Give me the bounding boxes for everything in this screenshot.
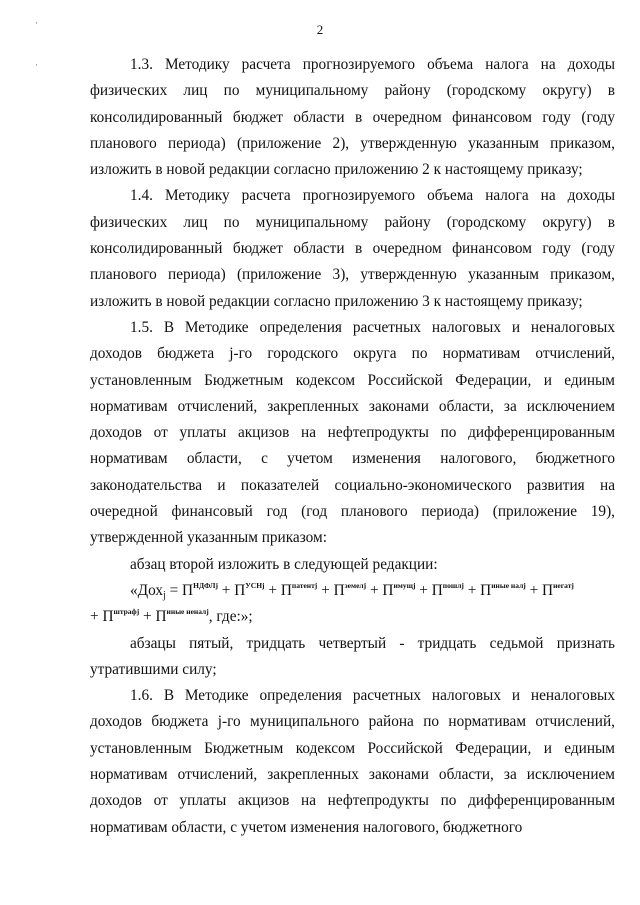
scan-speck: ·	[35, 18, 38, 28]
paragraph-1-5: 1.5. В Методике определения расчетных налоговых и неналоговых доходов бюджета j-го городского округа по нормативам отчислений, установленным Бюджетным кодексом Российской Федерации, и единым нормативам отчислений, закрепленных законами области, за исключением доходов от уплаты акцизов на нефтепродукты по дифференцированным нормативам области, с учетом изменения налогового, бюджетного законодательства и показателей социально-экономического развития на очередной финансовый год (год планового периода) (приложение 19), утвержденной указанным приказом:	[90, 318, 615, 547]
paragraph-1-3: 1.3. Методику расчета прогнозируемого объема налога на доходы физических лиц по муниципальному району (городскому округу) в консолидированный бюджет области в очередном финансовом году (году планового периода) (приложение 2), утвержденную указанным приказом, изложить в новой редакции согласно приложению 2 к настоящему приказу;	[90, 56, 615, 179]
paragraph-1-5-paragraph-two: абзац второй изложить в следующей редакции:	[130, 555, 438, 573]
scan-speck: ·	[35, 60, 38, 70]
page-number: 2	[316, 22, 324, 37]
document-body	[90, 52, 615, 841]
formula-line-1: «$Дох_j = П^{НДФЛj} + П^{УСНj} + П^{патентj} + П^{земелj} + П^{имущj} + П^{пошлj} + П^{иные налj} + П^{негатj}$	[130, 580, 574, 601]
formula-line-2: + $П^{штрафj} + П^{иные неналj}$, где:»;	[90, 607, 253, 626]
paragraph-1-6: 1.6. В Методике определения расчетных налоговых и неналоговых доходов бюджета j-го муниципального района по нормативам отчислений, установленным Бюджетным кодексом Российской Федерации, и единым нормативам отчислений, закрепленных законами области, за исключением доходов от уплаты акцизов на нефтепродукты по дифференцированным нормативам области, с учетом изменения налогового, бюджетного	[90, 687, 615, 836]
paragraph-1-4: 1.4. Методику расчета прогнозируемого объема налога на доходы физических лиц по муниципальному району (городскому округу) в консолидированный бюджет области в очередном финансовом году (году планового периода) (приложение 3), утвержденную указанным приказом, изложить в новой редакции согласно приложению 3 к настоящему приказу;	[90, 187, 615, 310]
paragraph-1-5-invalidated: абзацы пятый, тридцать четвертый - тридцать седьмой признать утратившими силу;	[90, 634, 615, 678]
